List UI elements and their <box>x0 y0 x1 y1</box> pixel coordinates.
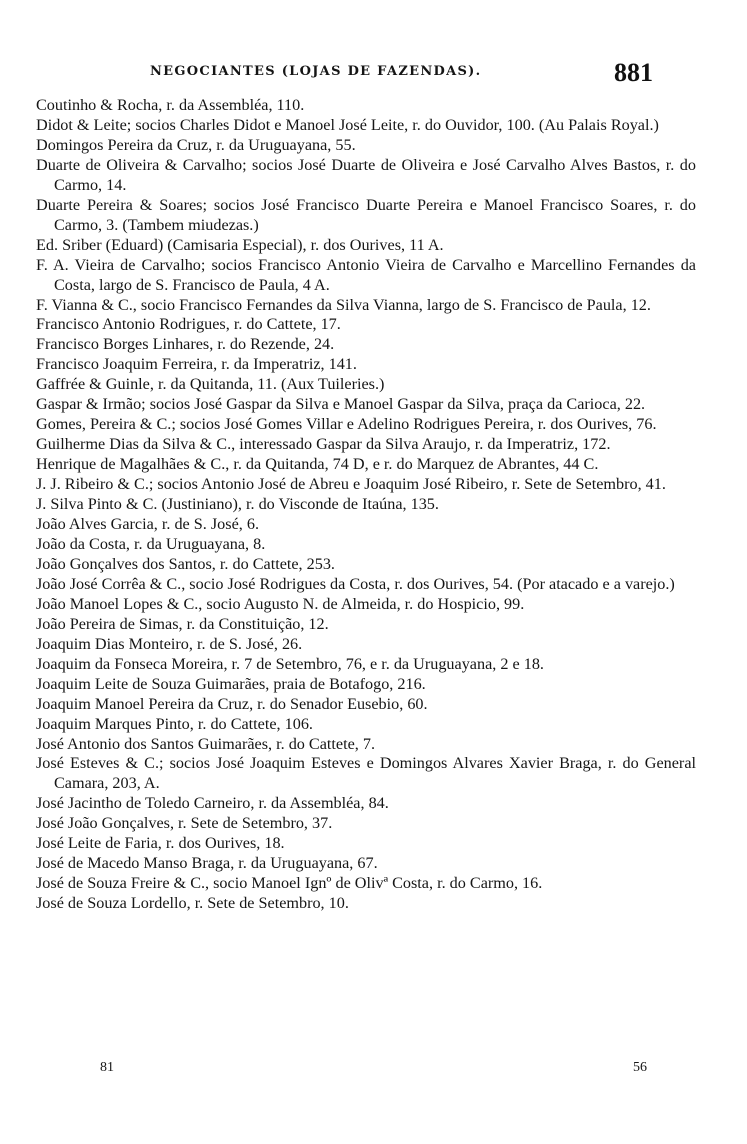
list-item: João Manoel Lopes & C., socio Augusto N. de Almeida, r. do Hospicio, 99. <box>36 594 525 613</box>
list-item: Joaquim Marques Pinto, r. do Cattete, 106. <box>36 714 313 733</box>
merchant-list <box>36 96 696 914</box>
list-item: José Leite de Faria, r. dos Ourives, 18. <box>36 834 285 853</box>
list-item: Joaquim da Fonseca Moreira, r. 7 de Setembro, 76, e r. da Uruguayana, 2 e 18. <box>36 654 544 673</box>
list-item: Joaquim Dias Monteiro, r. de S. José, 26. <box>36 634 303 653</box>
list-item: Gaspar & Irmão; socios José Gaspar da Silva e Manoel Gaspar da Silva, praça da Carioca, 22. <box>36 395 646 414</box>
signature-mark: 81 <box>100 1060 114 1075</box>
list-item: Joaquim Manoel Pereira da Cruz, r. do Senador Eusebio, 60. <box>36 694 428 713</box>
list-item: José de Souza Freire & C., socio Manoel Ignº de Olivª Costa, r. do Carmo, 16. <box>36 874 543 893</box>
list-item: João Pereira de Simas, r. da Constituição, 12. <box>36 614 329 633</box>
list-item: J. J. Ribeiro & C.; socios Antonio José de Abreu e Joaquim José Ribeiro, r. Sete de Setembro, 41. <box>36 475 666 494</box>
list-item: José Antonio dos Santos Guimarães, r. do Cattete, 7. <box>36 734 376 753</box>
list-item: Gomes, Pereira & C.; socios José Gomes Villar e Adelino Rodrigues Pereira, r. dos Ourives, 76. <box>36 415 657 434</box>
running-title: NEGOCIANTES (LOJAS DE FAZENDAS). <box>150 64 482 79</box>
list-item: F. Vianna & C., socio Francisco Fernandes da Silva Vianna, largo de S. Francisco de Paula, 12. <box>36 295 651 314</box>
list-item: Francisco Antonio Rodrigues, r. do Cattete, 17. <box>36 315 341 334</box>
list-item: Gaffrée & Guinle, r. da Quitanda, 11. (Aux Tuileries.) <box>36 375 385 394</box>
list-item: João da Costa, r. da Uruguayana, 8. <box>36 534 266 553</box>
list-item: João José Corrêa & C., socio José Rodrigues da Costa, r. dos Ourives, 54. (Por atacado e a varejo.) <box>36 574 675 593</box>
list-item: Guilherme Dias da Silva & C., interessado Gaspar da Silva Araujo, r. da Imperatriz, 172. <box>36 435 611 454</box>
list-item: Didot & Leite; socios Charles Didot e Manoel José Leite, r. do Ouvidor, 100. (Au Palais Royal.) <box>36 115 659 134</box>
list-item: Duarte Pereira & Soares; socios José Francisco Duarte Pereira e Manoel Francisco Soares, r. do Carmo, 3. (Tambem miudezas.) <box>36 195 696 234</box>
list-item: José Jacintho de Toledo Carneiro, r. da Assembléa, 84. <box>36 794 389 813</box>
list-item: Joaquim Leite de Souza Guimarães, praia de Botafogo, 216. <box>36 674 426 693</box>
list-item: Francisco Joaquim Ferreira, r. da Imperatriz, 141. <box>36 355 357 374</box>
list-item: Henrique de Magalhães & C., r. da Quitanda, 74 D, e r. do Marquez de Abrantes, 44 C. <box>36 455 599 474</box>
list-item: Duarte de Oliveira & Carvalho; socios José Duarte de Oliveira e José Carvalho Alves Bastos, r. do Carmo, 14. <box>36 155 696 194</box>
sheet-number: 56 <box>633 1060 647 1075</box>
list-item: Francisco Borges Linhares, r. do Rezende, 24. <box>36 335 335 354</box>
list-item: João Alves Garcia, r. de S. José, 6. <box>36 515 259 534</box>
list-item: José João Gonçalves, r. Sete de Setembro, 37. <box>36 814 333 833</box>
list-item: J. Silva Pinto & C. (Justiniano), r. do Visconde de Itaúna, 135. <box>36 495 439 514</box>
list-item: Coutinho & Rocha, r. da Assembléa, 110. <box>36 96 305 114</box>
list-item: João Gonçalves dos Santos, r. do Cattete, 253. <box>36 554 335 573</box>
list-item: José de Macedo Manso Braga, r. da Uruguayana, 67. <box>36 854 378 873</box>
list-item: José de Souza Lordello, r. Sete de Setembro, 10. <box>36 894 349 913</box>
list-item: José Esteves & C.; socios José Joaquim Esteves e Domingos Alvares Xavier Braga, r. do General Camara, 203, A. <box>36 754 696 793</box>
page-number: 881 <box>614 58 653 87</box>
page-header <box>0 56 747 92</box>
list-item: Domingos Pereira da Cruz, r. da Uruguayana, 55. <box>36 135 356 154</box>
list-item: Ed. Sriber (Eduard) (Camisaria Especial), r. dos Ourives, 11 A. <box>36 235 444 254</box>
page-footer <box>0 1058 747 1082</box>
list-item: F. A. Vieira de Carvalho; socios Francisco Antonio Vieira de Carvalho e Marcellino Fernandes da Costa, largo de S. Francisco de Paula, 4 A. <box>36 255 696 294</box>
